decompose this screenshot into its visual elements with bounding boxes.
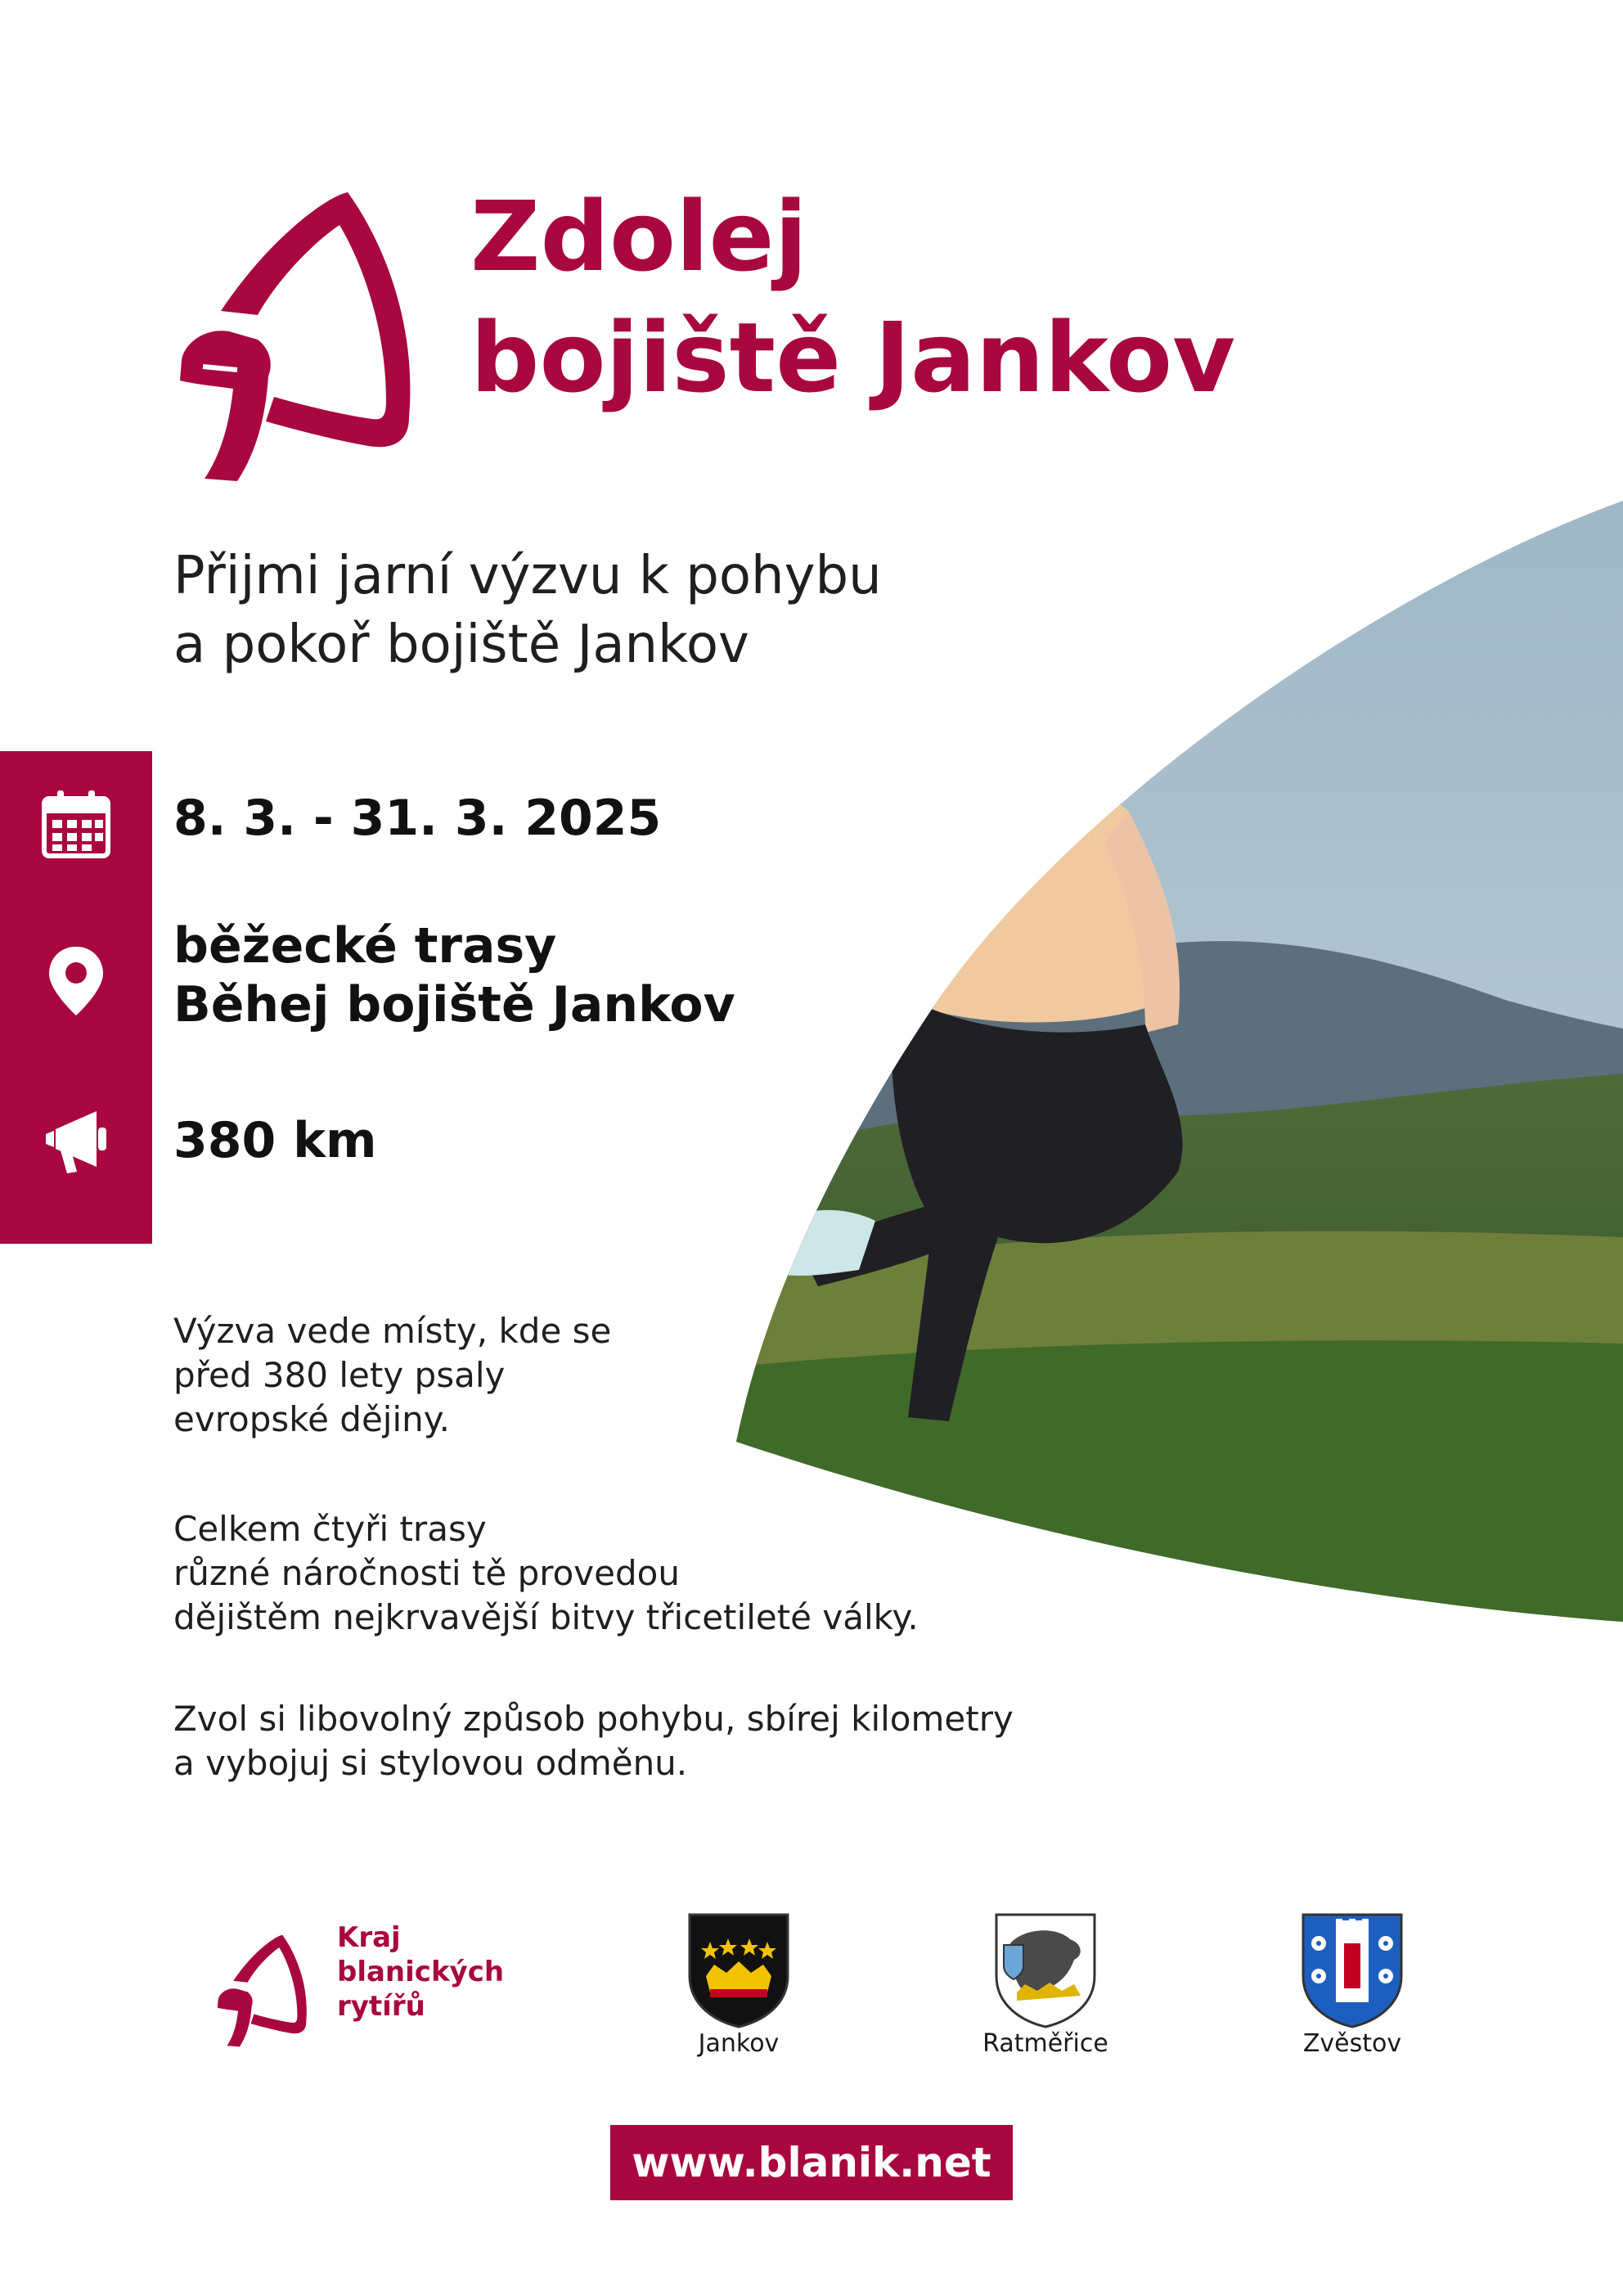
event-distance: 380 km bbox=[173, 1112, 377, 1169]
jankov-label: Jankov bbox=[698, 2029, 780, 2058]
event-date: 8. 3. - 31. 3. 2025 bbox=[173, 790, 662, 847]
paragraph-line: dějištěm nejkrvavější bitvy třicetileté války. bbox=[173, 1597, 919, 1637]
website-link[interactable]: www.blanik.net bbox=[610, 2125, 1013, 2200]
kraj-blanickych-rytiru-name bbox=[337, 1920, 504, 2024]
jankov-crest-icon bbox=[686, 1911, 792, 2029]
paragraph-line: evropské dějiny. bbox=[173, 1399, 450, 1439]
zvestov-crest-icon bbox=[1299, 1911, 1405, 2029]
description-paragraph-1 bbox=[173, 1309, 611, 1442]
knight-helmet-icon bbox=[172, 180, 425, 483]
event-place-line-1: běžecké trasy bbox=[173, 917, 557, 975]
ratmerice-crest-icon bbox=[992, 1911, 1099, 2029]
page-title bbox=[470, 176, 1235, 418]
paragraph-line: různé náročnosti tě provedou bbox=[173, 1553, 680, 1593]
description-paragraph-3 bbox=[173, 1697, 1014, 1785]
paragraph-line: před 380 lety psaly bbox=[173, 1355, 506, 1395]
kraj-blanickych-rytiru-logo-icon bbox=[214, 1929, 312, 2048]
location-pin-icon bbox=[39, 943, 113, 1017]
event-place bbox=[173, 916, 735, 1034]
megaphone-icon bbox=[39, 1103, 113, 1177]
calendar-icon bbox=[39, 787, 113, 861]
subtitle-line-2: a pokoř bojiště Jankov bbox=[173, 615, 749, 675]
runner-photo bbox=[720, 501, 1623, 1622]
paragraph-line: a vybojuj si stylovou odměnu. bbox=[173, 1743, 688, 1783]
partner-name-line: Kraj bbox=[337, 1921, 401, 1954]
info-icon-bar bbox=[0, 751, 152, 1244]
event-place-line-2: Běhej bojiště Jankov bbox=[173, 976, 735, 1033]
partner-name-line: rytířů bbox=[337, 1990, 425, 2023]
paragraph-line: Výzva vede místy, kde se bbox=[173, 1311, 612, 1351]
partner-name-line: blanických bbox=[337, 1956, 505, 1988]
paragraph-line: Celkem čtyři trasy bbox=[173, 1509, 487, 1549]
subtitle-line-1: Přijmi jarní výzvu k pohybu bbox=[173, 546, 882, 606]
description-paragraph-2 bbox=[173, 1507, 919, 1640]
zvestov-label: Zvěstov bbox=[1302, 2029, 1402, 2058]
title-line-1: Zdolej bbox=[470, 180, 808, 293]
title-line-2: bojiště Jankov bbox=[470, 301, 1236, 414]
paragraph-line: Zvol si libovolný způsob pohybu, sbírej kilometry bbox=[173, 1699, 1014, 1739]
ratmerice-label: Ratměřice bbox=[982, 2029, 1108, 2058]
